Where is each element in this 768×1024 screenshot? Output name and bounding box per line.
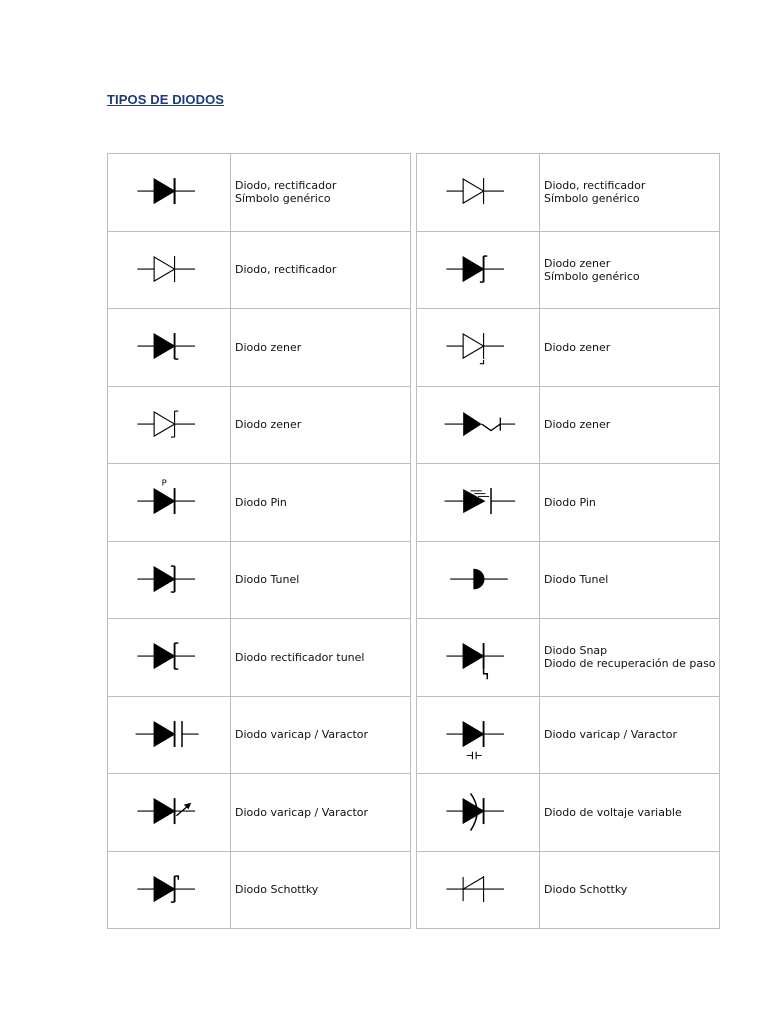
diode-label: Diodo varicap / Varactor: [544, 728, 678, 742]
label-cell: [540, 309, 720, 387]
tunnel-rectifier-icon: [130, 629, 208, 685]
table-row: [108, 696, 411, 774]
table-row: [417, 231, 720, 309]
table-row: [108, 231, 411, 309]
diode-label: Diodo varicap / Varactor: [235, 728, 369, 742]
label-cell: [231, 386, 411, 464]
zener-outline-icon: [130, 397, 208, 453]
tunnel-half-disc-icon: [439, 552, 517, 608]
label-cell: [231, 154, 411, 232]
symbol-cell: [417, 774, 540, 852]
symbol-cell: [108, 309, 231, 387]
symbol-cell: [417, 541, 540, 619]
table-row: [417, 851, 720, 929]
symbol-cell: [108, 154, 231, 232]
table-row: [108, 774, 411, 852]
diode-label: Diodo Tunel: [544, 573, 609, 587]
table-row: [417, 309, 720, 387]
table-row: [108, 154, 411, 232]
table-row: [108, 619, 411, 697]
tunnel-diode-icon: [130, 552, 208, 608]
schottky-outline-icon: [439, 862, 517, 918]
pin-diode-hatched-icon: [439, 474, 517, 530]
snap-diode-icon: [439, 629, 517, 685]
label-cell: [231, 541, 411, 619]
varicap-capacitor-icon: [439, 707, 517, 763]
label-cell: [231, 851, 411, 929]
label-cell: [540, 696, 720, 774]
diode-label: Diodo rectificador tunel: [235, 650, 365, 664]
symbol-cell: [108, 619, 231, 697]
label-cell: [540, 231, 720, 309]
diode-filled-icon: [130, 164, 208, 220]
diode-table-right: [416, 153, 720, 929]
table-row: [108, 541, 411, 619]
diode-label: Diodo Tunel: [235, 573, 300, 587]
symbol-cell: [417, 464, 540, 542]
symbol-cell: [417, 154, 540, 232]
label-cell: [540, 464, 720, 542]
diode-table-left: [107, 153, 411, 929]
symbol-cell: [108, 774, 231, 852]
diode-label: Símbolo genérico: [235, 192, 331, 206]
label-cell: [231, 231, 411, 309]
diode-label: Diodo Snap: [544, 644, 608, 658]
table-row: [108, 386, 411, 464]
diode-label: Diodo zener: [235, 340, 302, 354]
diode-label: Diodo zener: [544, 418, 611, 432]
diode-label: Símbolo genérico: [544, 192, 640, 206]
diode-outline-icon: [439, 164, 517, 220]
diode-label: Diodo, rectificador: [235, 179, 337, 193]
diode-label: Diodo Schottky: [235, 883, 319, 897]
label-cell: [231, 464, 411, 542]
symbol-cell: [417, 619, 540, 697]
symbol-cell: [417, 386, 540, 464]
diode-label: Diodo Schottky: [544, 883, 628, 897]
diode-label: Diodo, rectificador: [235, 263, 337, 277]
symbol-cell: [108, 464, 231, 542]
zener-generic-icon: [439, 242, 517, 298]
label-cell: [231, 619, 411, 697]
symbol-cell: [417, 696, 540, 774]
symbol-cell: [417, 231, 540, 309]
diode-outline-icon: [130, 242, 208, 298]
symbol-cell: [417, 309, 540, 387]
label-cell: [231, 774, 411, 852]
table-row: [108, 464, 411, 542]
zener-filled-icon: [130, 319, 208, 375]
table-row: [417, 541, 720, 619]
label-cell: [540, 851, 720, 929]
diode-label: Diodo varicap / Varactor: [235, 805, 369, 819]
table-row: [108, 851, 411, 929]
variable-voltage-diode-icon: [439, 784, 517, 840]
zener-z-icon: [439, 397, 517, 453]
label-cell: [231, 696, 411, 774]
schottky-filled-icon: [130, 862, 208, 918]
page-title: TIPOS DE DIODOS: [107, 92, 225, 107]
label-cell: [540, 154, 720, 232]
diode-label: Diodo de voltaje variable: [544, 805, 682, 819]
varicap-arrow-icon: [130, 784, 208, 840]
table-row: [417, 154, 720, 232]
table-row: [417, 386, 720, 464]
diode-label: Símbolo genérico: [544, 269, 640, 283]
symbol-cell: [108, 851, 231, 929]
label-cell: [540, 619, 720, 697]
symbol-cell: [108, 386, 231, 464]
table-row: [417, 696, 720, 774]
diode-label: Diodo zener: [235, 418, 302, 432]
table-row: [417, 619, 720, 697]
diode-label: Diodo Pin: [235, 495, 287, 509]
symbol-cell: [108, 541, 231, 619]
label-cell: [231, 309, 411, 387]
diode-label: Diodo de recuperación de paso: [544, 657, 716, 671]
diode-label: Diodo zener: [544, 256, 611, 270]
diode-label: Diodo zener: [544, 340, 611, 354]
diode-label: Diodo Pin: [544, 495, 596, 509]
symbol-cell: [108, 231, 231, 309]
diode-label: Diodo, rectificador: [544, 179, 646, 193]
table-row: [417, 774, 720, 852]
symbol-cell: [108, 696, 231, 774]
zener-outline-alt-icon: [439, 319, 517, 375]
label-cell: [540, 386, 720, 464]
table-row: [417, 464, 720, 542]
symbol-cell: [417, 851, 540, 929]
table-row: [108, 309, 411, 387]
pin-diode-icon: [130, 474, 208, 530]
pin-mark: P: [161, 477, 167, 488]
varicap-icon: [130, 707, 208, 763]
label-cell: [540, 774, 720, 852]
label-cell: [540, 541, 720, 619]
